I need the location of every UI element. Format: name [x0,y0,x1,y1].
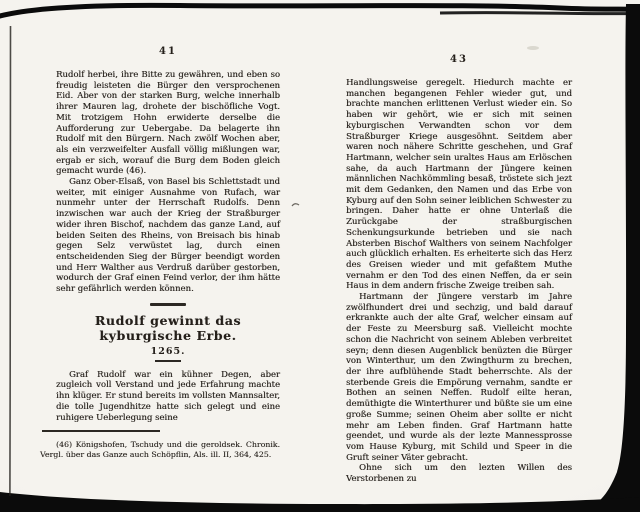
paragraph-continuation: Rudolf herbei, ihre Bitte zu gewähren, und eben so freudig leisteten die Bürger den versprochenen Eid. Aber von der starken Burg, welche innerhalb ihrer Mauren lag, drohete der bischöfliche Vogt. Mit trotzigem Hohn erwiderte derselbe die Aufforderung zur Uebergabe. Da belagerte ihn Rudolf mit den Bürgern. Nach zwölf Wochen aber, als ein verzweifelter Ausfall völlig mißlungen war, ergab er sich, worauf die Burg dem Boden gleich gemacht wurde (46). [56,70,280,177]
scan-edge-bottom [0,492,640,512]
paragraph: Ohne sich um den lezten Willen des Verstorbenen zu [346,463,572,485]
section-date: 1265. [150,345,186,357]
page-number-right: 43 [450,54,468,65]
paragraph-continuation: Handlungsweise geregelt. Hiedurch machte er manchen begangenen Fehler wieder gut, und brachte manchen erlittenen Verlust wieder ein. So haben wir gehört, wie er sich mit seinen kyburgischen Verwandten schon vor dem Straßburger Kriege ausgesöhnt. Seitdem aber waren noch nähere Schritte geschehen, und Graf Hartmann, welcher sein uraltes Haus am Erlöschen sahe, da auch Hartmann der Jüngere keinen männlichen Nachkömmling besaß, tröstete sich jezt mit dem Gedanken, den Namen und das Erbe von Kyburg auf den Sohn seiner leiblichen Schwester zu bringen. Daher hatte er ohne Unterlaß die Zurückgabe der straßburgischen Schenkungsurkunde betrieben und sie nach Absterben Bischof Walthers von seinem Nachfolger auch glücklich erhalten. Es erheiterte sich das Herz des Greisen wieder und mit gefaßtem Muthe vernahm er den Tod des einen Neffen, da er sein Haus in dem andern frische Zweige treiben sah. [346,78,572,292]
paragraph: Hartmann der Jüngere verstarb im Jahre zwölfhundert drei und sechzig, und bald darauf erkrankte auch der alte Graf, welcher einsam auf der Feste zu Meersburg saß. Vielleicht mochte schon die Nachricht von seinem Ableben verbreitet seyn; denn diesen Augenblick benüzten die Bürger von Winterthur, um den Zwingthurm zu brechen, der ihre aufblühende Stadt beherrschte. Als der sterbende Greis die Empörung vernahm, sandte er Bothen an seinen Neffen. Rudolf eilte heran, demüthigte die Winterthurer und büßte sie um eine große Summe; seinen Oheim aber sollte er nicht mehr am Leben finden. Graf Hartmann hatte geendet, und wurde als der lezte Mannessprosse vom Hause Kyburg, mit Schild und Speer in die Gruft seiner Väter gebracht. [346,292,572,463]
date-rule [155,360,181,362]
scan-edge-left [10,26,11,496]
scan-edge-top [0,5,640,16]
paper-smudge [527,46,539,50]
page-left [40,46,280,467]
scan-edge-right [598,4,640,502]
page-right [346,54,572,485]
footnote: (46) Königshofen, Tschudy und die geroldsek. Chronik. Vergl. über das Ganze auch Schöpflin, Als. ill. II, 364, 425. [40,439,280,459]
paragraph: Ganz Ober-Elsaß, von Basel bis Schlettstadt und weiter, mit einiger Ausnahme von Rufach, war nunmehr unter der Herrschaft Rudolfs. Denn inzwischen war auch der Krieg der Straßburger wider ihren Bischof, nachdem das ganze Land, auf beiden Seiten des Rheins, von Breisach bis hinab gegen Selz verwüstet lag, durch einen entscheidenden Sieg der Bürger beendigt worden und Herr Walther aus Verdruß darüber gestorben, wodurch der Graf einen Feind verlor, der ihm hätte sehr gefährlich werden können. [56,177,280,295]
paragraph: Graf Rudolf war ein kühner Degen, aber zugleich voll Verstand und jede Erfahrung machte ihn klüger. Er stund bereits im vollsten Mannsalter, die tolle Jugendhitze hatte sich gelegt und eine ruhigere Ueberlegung seine [56,369,280,423]
gutter-mark [292,204,299,206]
section-heading: Rudolf gewinnt das kyburgische Erbe. [94,312,242,343]
footnote-rule [42,430,160,432]
page-number-left: 41 [159,46,177,57]
scan-edge-top-double [440,13,640,14]
section-divider-rule [150,303,186,306]
